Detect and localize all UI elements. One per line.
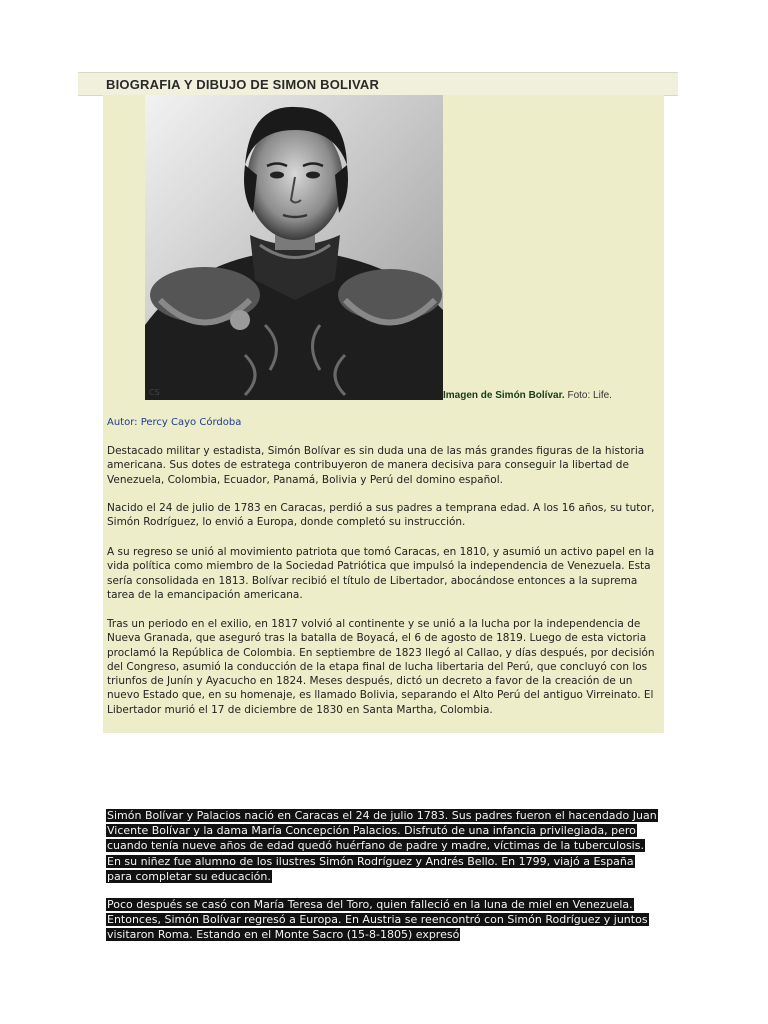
corner-mark: CS — [149, 388, 160, 397]
highlighted-paragraph-1: Simón Bolívar y Palacios nació en Caracas el 24 de julio 1783. Sus padres fueron el hacendado Juan Vicente Bolívar y la dama María Concepción Palacios. Disfrutó de una infancia privilegiada, pero cuando tenía nueve años de edad quedó huérfano de padre y madre, víctimas de la tuberculosis. En su niñez fue alumno de los ilustres Simón Rodríguez y Andrés Bello. En 1799, viajó a España para completar su educación. — [107, 809, 657, 883]
paragraph-1: Destacado militar y estadista, Simón Bolívar es sin duda una de las más grandes figuras de la historia americana. Sus dotes de estratega contribuyeron de manera decisiva para conseguir la libertad de Venezuela, Colombia, Ecuador, Panamá, Bolivia y Perú del domino español. — [107, 445, 645, 486]
page-title: BIOGRAFIA Y DIBUJO DE SIMON BOLIVAR — [106, 77, 380, 92]
paragraph-4: Tras un periodo en el exilio, en 1817 volvió al continente y se unió a la lucha por la independencia de Nueva Granada, que aseguró tras la batalla de Boyacá, el 6 de agosto de 1819. Luego de esta victoria proclamó la República de Colombia. En septiembre de 1823 llegó al Callao, y días después, por decisión del Congreso, asumió la conducción de la etapa final de lucha libertaria del Perú, que concluyó con los triunfos de Junín y Ayacucho en 1824. Meses después, dictó un decreto a favor de la creación de un nuevo Estado que, en su homenaje, es llamado Bolivia, separando el Alto Perú del antiguo Virreinato. El Libertador murió el 17 de diciembre de 1830 en Santa Martha, Colombia. — [107, 618, 655, 716]
paragraph-2: Nacido el 24 de julio de 1783 en Caracas, perdió a sus padres a temprana edad. A los 16 años, su tutor, Simón Rodríguez, lo envió a Europa, donde completó su instrucción. — [107, 502, 655, 529]
author-line: Autor: Percy Cayo Córdoba — [107, 417, 242, 428]
author-name: Percy Cayo Córdoba — [140, 417, 242, 428]
portrait-image — [145, 95, 443, 400]
image-caption: Imagen de Simón Bolívar. Foto: Life. — [443, 390, 612, 401]
title-bar — [78, 72, 678, 96]
paragraph-3: A su regreso se unió al movimiento patriota que tomó Caracas, en 1810, y asumió un activo papel en la vida política como miembro de la Sociedad Patriótica que impulsó la independencia de Venezuela. Esta sería consolidada en 1813. Bolívar recibió el título de Libertador, abocándose entonces a la suprema tarea de la emancipación americana. — [107, 546, 655, 601]
highlighted-paragraph-2: Poco después se casó con María Teresa del Toro, quien falleció en la luna de miel en Venezuela. Entonces, Simón Bolívar regresó a Europa. En Austria se reencontró con Simón Rodríguez y juntos visitaron Roma. Estando en el Monte Sacro (15-8-1805) expresó — [107, 898, 648, 942]
